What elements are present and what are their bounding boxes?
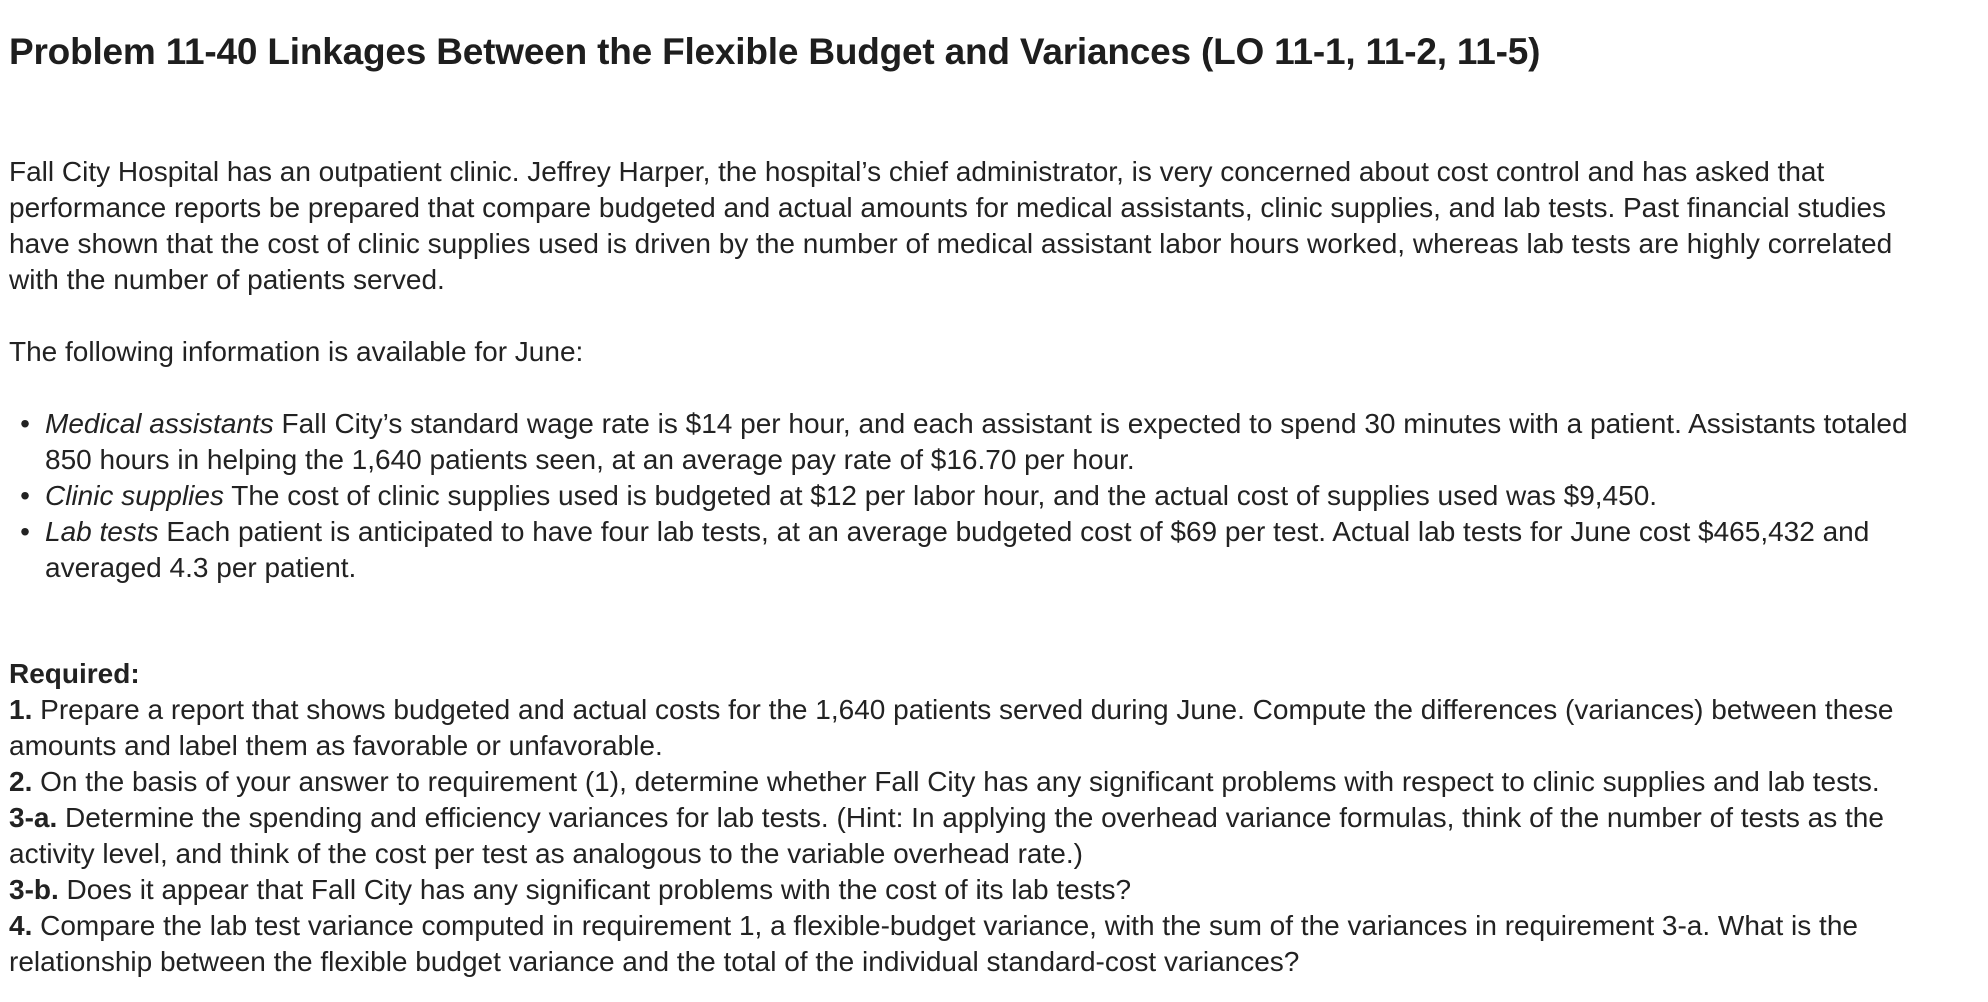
requirement-number: 3-b.	[9, 874, 59, 905]
requirement-number: 1.	[9, 694, 33, 725]
requirement-1	[9, 692, 1948, 764]
requirement-number: 4.	[9, 910, 33, 941]
info-text: Each patient is anticipated to have four lab tests, at an average budgeted cost of $69 per test. Actual lab tests for June cost $465,432 and averaged 4.3 per patient.	[45, 516, 1870, 583]
info-item-medical-assistants	[20, 406, 1948, 478]
info-list	[9, 406, 1948, 586]
requirement-text: Does it appear that Fall City has any significant problems with the cost of its lab tests?	[58, 874, 1132, 905]
requirement-4	[9, 908, 1948, 980]
info-item-clinic-supplies	[20, 478, 1948, 514]
info-term: Lab tests	[45, 516, 159, 547]
problem-title: Problem 11-40 Linkages Between the Flexible Budget and Variances (LO 11-1, 11-2, 11-5)	[9, 31, 1541, 72]
bullet-icon: •	[20, 516, 30, 547]
requirement-number: 2.	[9, 766, 33, 797]
bullet-icon: •	[20, 480, 30, 511]
requirement-text: On the basis of your answer to requirement (1), determine whether Fall City has any significant problems with respect to clinic supplies and lab tests.	[32, 766, 1880, 797]
bullet-icon: •	[20, 408, 30, 439]
requirement-text: Prepare a report that shows budgeted and actual costs for the 1,640 patients served during June. Compute the differences (variances) between these amounts and label them as favorable or unfavorable.	[9, 694, 1894, 761]
info-item-lab-tests	[20, 514, 1948, 586]
required-heading: Required:	[9, 658, 140, 689]
intro-paragraph: Fall City Hospital has an outpatient clinic. Jeffrey Harper, the hospital’s chief administrator, is very concerned about cost control and has asked that performance reports be prepared that compare budgeted and actual amounts for medical assistants, clinic supplies, and lab tests. Past financial studies have shown that the cost of clinic supplies used is driven by the number of medical assistant labor hours worked, whereas lab tests are highly correlated with the number of patients served.	[9, 156, 1893, 295]
required-section	[9, 656, 1948, 980]
requirement-text: Determine the spending and efficiency variances for lab tests. (Hint: In applying the overhead variance formulas, think of the number of tests as the activity level, and think of the cost per test as analogous to the variable overhead rate.)	[9, 802, 1884, 869]
info-text: Fall City’s standard wage rate is $14 per hour, and each assistant is expected to spend 30 minutes with a patient. Assistants totaled 850 hours in helping the 1,640 patients seen, at an average pay rate of $16.70 per hour.	[45, 408, 1908, 475]
info-term: Medical assistants	[45, 408, 274, 439]
requirement-3b	[9, 872, 1948, 908]
requirement-text: Compare the lab test variance computed in requirement 1, a flexible-budget variance, with the sum of the variances in requirement 3-a. What is the relationship between the flexible budget variance and the total of the individual standard-cost variances?	[9, 910, 1858, 977]
info-text: The cost of clinic supplies used is budgeted at $12 per labor hour, and the actual cost of supplies used was $9,450.	[223, 480, 1658, 511]
requirement-2	[9, 764, 1948, 800]
info-term: Clinic supplies	[45, 480, 224, 511]
requirement-number: 3-a.	[9, 802, 58, 833]
requirement-3a	[9, 800, 1948, 872]
available-info-text: The following information is available for June:	[9, 336, 584, 367]
